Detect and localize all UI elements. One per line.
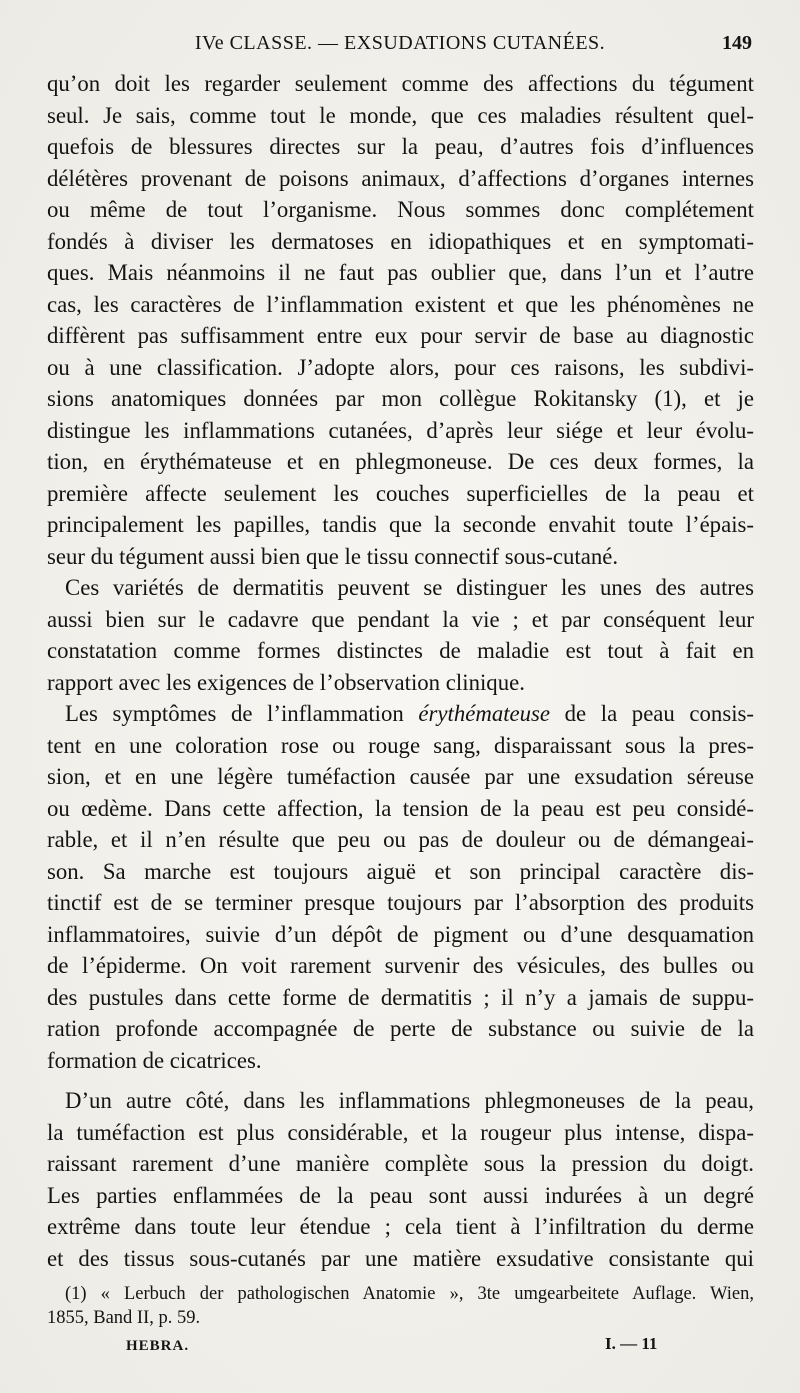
text-line: fondés à diviser les dermatoses en idiopathiques et en symptomati- [47, 228, 754, 254]
running-header [48, 32, 752, 62]
text-line: seur du tégument aussi bien que le tissu connectif sous-cutané. [47, 543, 619, 569]
text-line: qu’on doit les regarder seulement comme des affections du tégument [47, 71, 754, 96]
text-line: rable, et il n’en résulte que peu ou pas de douleur ou de démangeai- [47, 827, 754, 852]
text-line: Les parties enflammées de la peau sont aussi indurées à un degré [47, 1182, 754, 1208]
text-line: aussi bien sur le cadavre que pendant la vie ; et par conséquent leur [47, 606, 754, 632]
text-line: formation de cicatrices. [47, 1047, 262, 1073]
paragraph-1 [47, 68, 754, 572]
footnote-line: 1855, Band II, p. 59. [47, 1308, 201, 1328]
text-line: ou œdème. Dans cette affection, la tension de la peau est peu considé- [47, 795, 754, 821]
paragraph-4 [47, 1085, 754, 1274]
text-line: ques. Mais néanmoins il ne faut pas oublier que, dans l’un et l’autre [47, 260, 754, 285]
text-line: des pustules dans cette forme de dermatitis ; il n’y a jamais de suppu- [47, 984, 754, 1010]
text-line: délétères provenant de poisons animaux, d’affections d’organes internes [47, 165, 754, 191]
footnote-line: (1) « Lerbuch der pathologischen Anatomie », 3te umgearbeitete Auflage. Wien, [65, 1284, 754, 1304]
italic-term: érythémateuse [418, 701, 551, 726]
running-title: IVe CLASSE. — EXSUDATIONS CUTANÉES. [194, 32, 606, 54]
text-line: première affecte seulement les couches superficielles de la peau et [47, 480, 754, 506]
text-line: de l’épiderme. On voit rarement survenir des vésicules, des bulles ou [47, 953, 754, 978]
text-line: D’un autre côté, dans les inflammations phlegmoneuses de la peau, [65, 1088, 754, 1113]
text-line: quefois de blessures directes sur la peau, d’autres fois d’influences [47, 134, 754, 159]
text-line: Ces variétés de dermatitis peuvent se distinguer les unes des autres [65, 575, 754, 600]
footnote [47, 1282, 754, 1330]
text-line: cas, les caractères de l’inflammation existent et que les phénomènes ne [47, 291, 754, 317]
sheet-mark: I. — 11 [605, 1334, 658, 1353]
text-line: ou à une classification. J’adopte alors, pour ces raisons, les subdivi- [47, 354, 754, 380]
text-line: raissant rarement d’une manière complète sous la pression du doigt. [47, 1151, 754, 1176]
page-number: 149 [722, 32, 752, 54]
paragraph-2 [47, 572, 754, 698]
text-line: distingue les inflammations cutanées, d’après leur siége et leur évolu- [47, 417, 754, 443]
text-line: ration profonde accompagnée de perte de substance ou suivie de la [47, 1016, 754, 1041]
text-line: extrême dans toute leur étendue ; cela tient à l’infiltration du derme [47, 1214, 754, 1239]
text-line [47, 698, 754, 730]
text-line: principalement les papilles, tandis que la seconde envahit toute l’épais- [47, 512, 754, 537]
text-line: rapport avec les exigences de l’observation clinique. [47, 669, 525, 695]
text-line: et des tissus sous-cutanés par une matière exsudative consistante qui [47, 1245, 754, 1271]
paragraph-3 [47, 698, 754, 1076]
body-text [47, 68, 754, 1274]
text-line: sions anatomiques données par mon collègue Rokitansky (1), et je [47, 386, 754, 411]
text-run: de la peau consis- [550, 701, 754, 726]
text-line: sion, et en une légère tuméfaction causée par une exsudation séreuse [47, 764, 754, 789]
printer-signature: HEBRA. [126, 1338, 190, 1354]
text-line: seul. Je sais, comme tout le monde, que ces maladies résultent quel- [47, 102, 754, 128]
text-line: inflammatoires, suivie d’un dépôt de pigment ou d’une desquamation [47, 921, 754, 947]
text-line: tent en une coloration rose ou rouge sang, disparaissant sous la pres- [47, 732, 754, 758]
text-line: tion, en érythémateuse et en phlegmoneuse. De ces deux formes, la [47, 449, 754, 474]
text-line: diffèrent pas suffisamment entre eux pour servir de base au diagnostic [47, 323, 754, 348]
text-line: ou même de tout l’organisme. Nous sommes donc complétement [47, 197, 754, 222]
text-line: tinctif est de se terminer presque toujours par l’absorption des produits [47, 890, 754, 915]
text-line: constatation comme formes distinctes de maladie est tout à fait en [47, 638, 754, 663]
text-run: Les symptômes de l’inflammation [65, 701, 419, 726]
text-line: son. Sa marche est toujours aiguë et son principal caractère dis- [47, 858, 754, 884]
text-line: la tuméfaction est plus considérable, et la rougeur plus intense, dispa- [47, 1119, 754, 1145]
